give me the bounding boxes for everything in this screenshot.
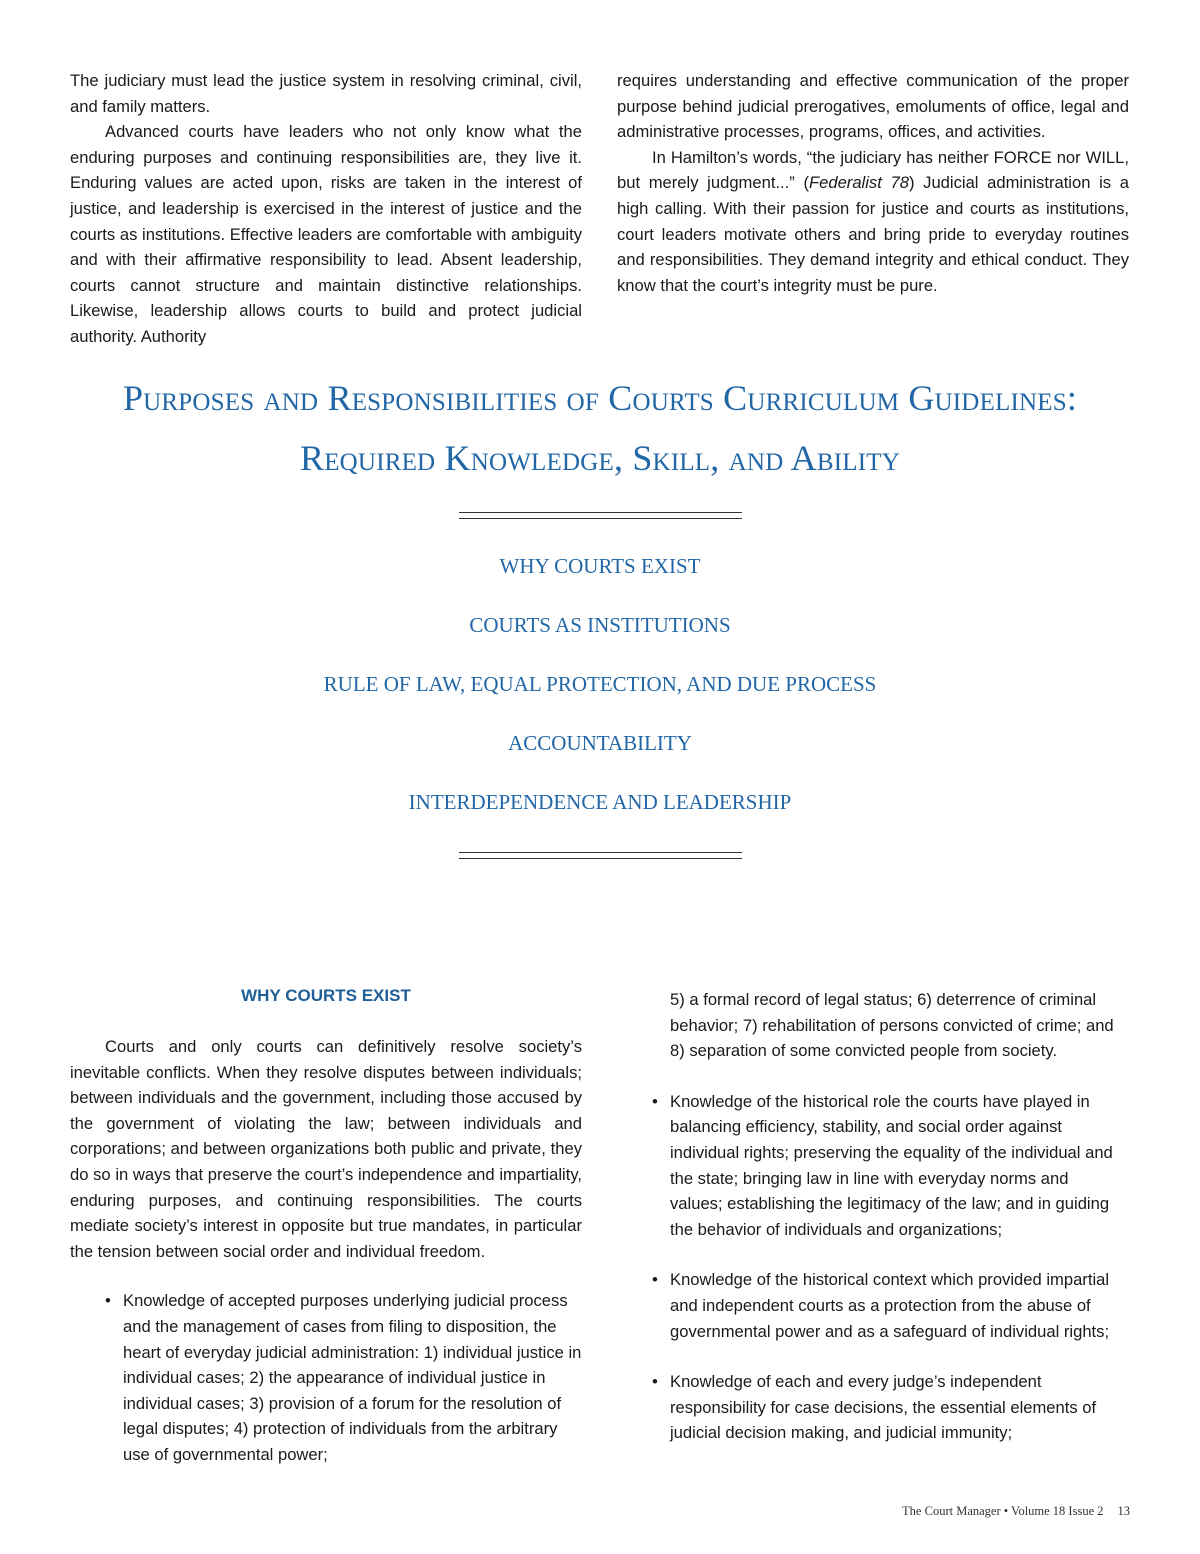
section-heading: WHY COURTS EXIST <box>241 986 411 1005</box>
double-rule-divider <box>459 512 742 519</box>
bullet-item: • Knowledge of the historical role the courts have played in balancing efficiency, stability, and social order against individual rights; preserving the equality of the individual and the state; bringing law in line with everyday norms and values; establishing the legitimacy of the law; and in guiding the behavior of individuals and organizations; <box>652 1089 1124 1243</box>
topic-heading: RULE OF LAW, EQUAL PROTECTION, AND DUE PROCESS <box>323 672 877 696</box>
body-paragraph: requires understanding and effective communication of the proper purpose behind judicial prerogatives, emoluments of office, legal and administrative processes, programs, offices, and activities. <box>617 71 1129 142</box>
citation: Federalist 78 <box>808 173 909 193</box>
bullet-list <box>105 1288 582 1467</box>
body-paragraph: The judiciary must lead the justice system in resolving criminal, civil, and family matters. <box>70 71 582 116</box>
publication-name: The Court Manager • Volume 18 Issue 2 <box>902 1504 1104 1518</box>
bottom-right-column <box>652 987 1124 1471</box>
bullet-item: • Knowledge of the historical context which provided impartial and independent courts as a protection from the abuse of governmental power and as a safeguard of individual rights; <box>652 1267 1124 1344</box>
page-number: 13 <box>1117 1504 1130 1518</box>
topic-heading: COURTS AS INSTITUTIONS <box>469 613 731 637</box>
page-title-line-1: Purposes and Responsibilities of Courts Curriculum Guidelines: <box>122 378 1078 418</box>
body-paragraph: Advanced courts have leaders who not only know what the enduring purposes and continuing responsibilities are, they live it. Enduring values are acted upon, risks are taken in the interest of justice, and leadership is exercised in the interest of justice and the courts as institutions. Effective leaders are comfortable with ambiguity and with their affirmative responsibility to lead. Absent leadership, courts cannot structure and maintain distinctive relationships. Likewise, leadership allows courts to build and protect judicial authority. Authority <box>70 122 582 346</box>
quote-text: In Hamilton’s words, “the judiciary has neither FORCE nor WILL, but merely judgment...” ( <box>617 147 1129 193</box>
double-rule-divider <box>459 852 742 859</box>
bullet-list <box>652 1089 1124 1446</box>
intro-paragraph: Courts and only courts can definitively resolve society’s inevitable conflicts. When they resolve disputes between individuals; between individuals and the government, including those accused by the government of violating the law; between individuals and corporations; and between organizations both public and private, they do so in ways that preserve the court’s independence and impartiality, enduring purposes, and continuing responsibilities. The courts mediate society’s interest in opposite but true mandates, in particular the tension between social order and individual freedom. <box>70 1037 582 1261</box>
top-right-column <box>617 68 1129 298</box>
topic-heading: WHY COURTS EXIST <box>499 554 701 578</box>
top-left-column <box>70 68 582 350</box>
bullet-item: • Knowledge of each and every judge’s independent responsibility for case decisions, the essential elements of judicial decision making, and judicial immunity; <box>652 1369 1124 1446</box>
paragraph-text: ) Judicial administration is a high calling. With their passion for justice and courts as institutions, court leaders motivate others and bring pride to everyday routines and responsibilities. They demand integrity and ethical conduct. They know that the court’s integrity must be pure. <box>617 173 1129 295</box>
page-title-line-2: Required Knowledge, Skill, and Ability <box>300 438 900 478</box>
page-footer <box>902 1504 1130 1519</box>
topic-heading: ACCOUNTABILITY <box>508 731 692 755</box>
bullet-item: • Knowledge of accepted purposes underlying judicial process and the management of cases from filing to disposition, the heart of everyday judicial administration: 1) individual justice in individual cases; 2) the appearance of individual justice in individual cases; 3) provision of a forum for the resolution of legal disputes; 4) protection of individuals from the arbitrary use of governmental power; <box>105 1288 582 1467</box>
bullet-continuation: 5) a formal record of legal status; 6) deterrence of criminal behavior; 7) rehabilitation of persons convicted of crime; and 8) separation of some convicted people from society. <box>670 990 1114 1061</box>
topic-heading: INTERDEPENDENCE AND LEADERSHIP <box>408 790 792 814</box>
body-paragraph-hamilton <box>617 145 1129 299</box>
bottom-left-column <box>70 1034 582 1468</box>
